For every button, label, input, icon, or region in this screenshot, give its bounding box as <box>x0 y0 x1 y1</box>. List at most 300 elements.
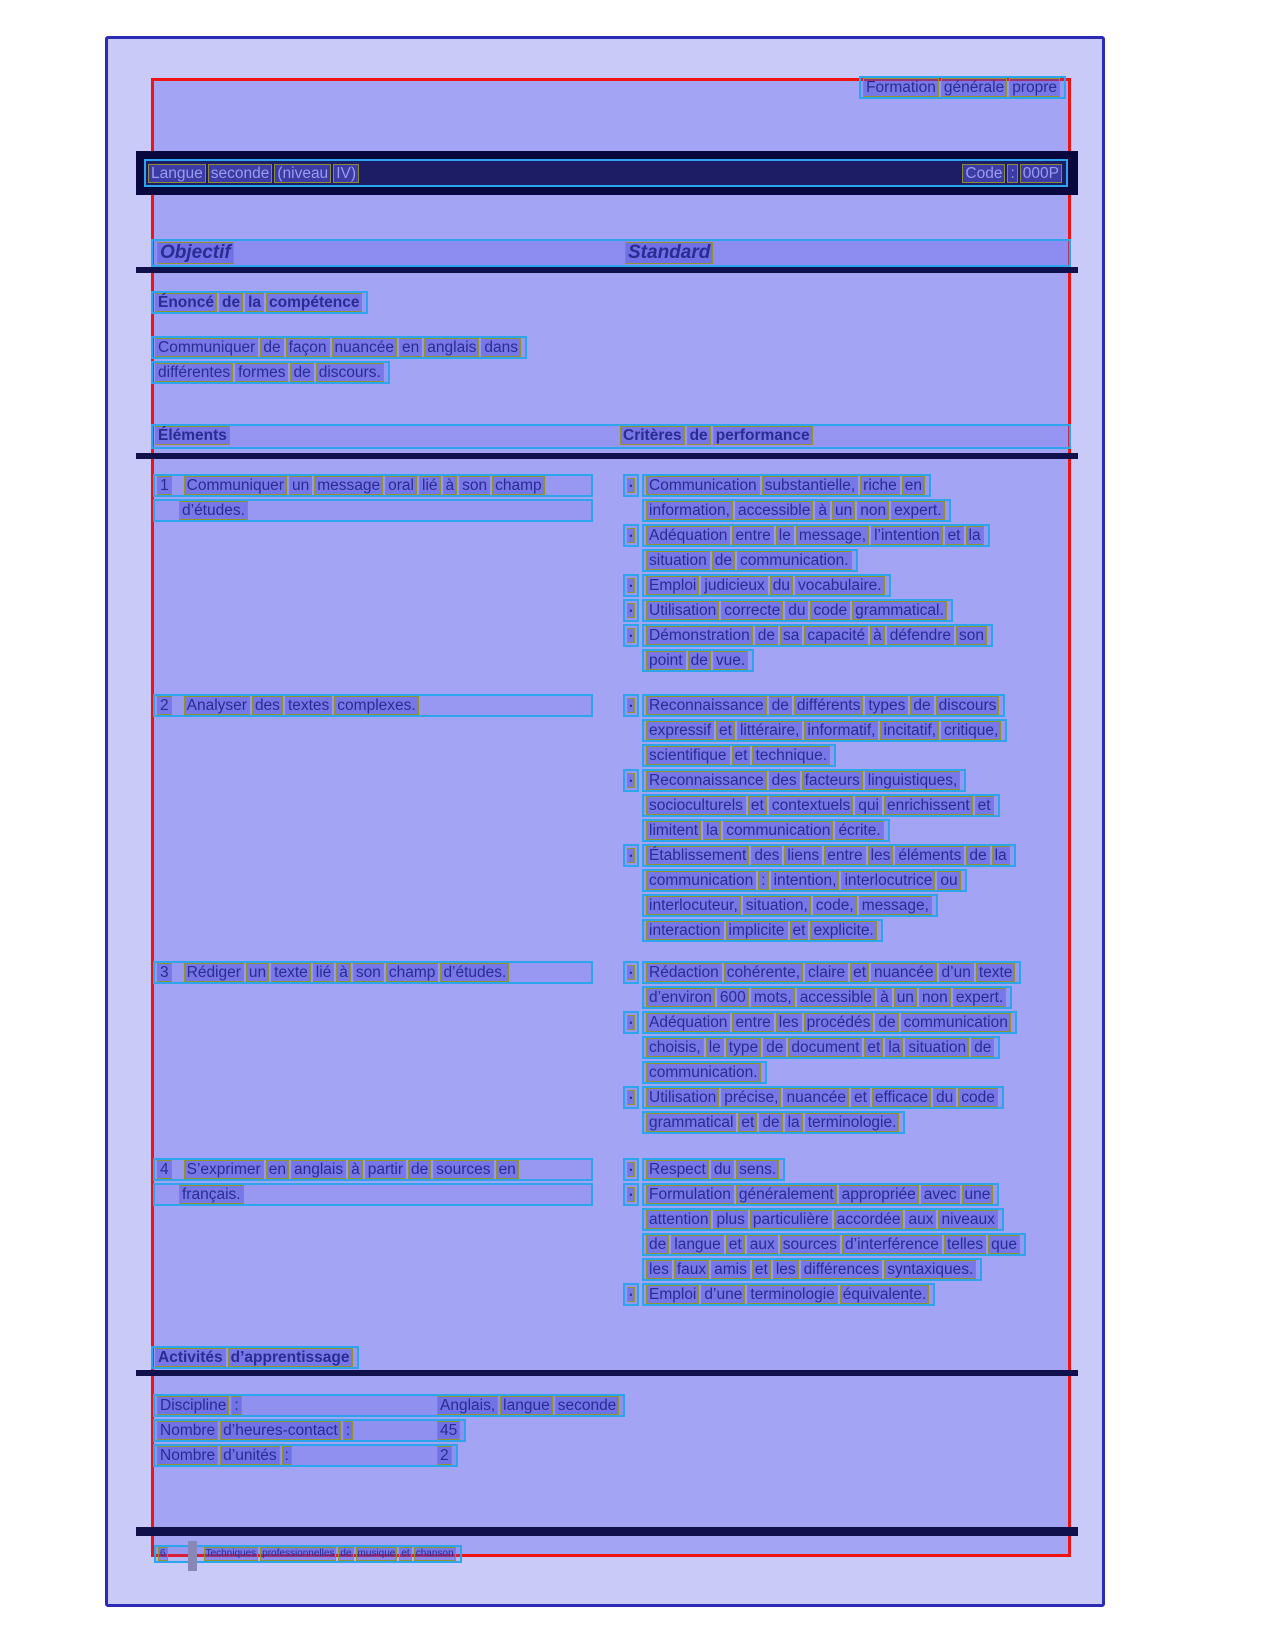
word: langue <box>671 1235 724 1254</box>
info-label <box>157 1396 437 1415</box>
bullet-icon: • <box>627 698 634 713</box>
word: 45 <box>437 1421 460 1440</box>
bullet-marker <box>623 1283 639 1306</box>
word: de <box>971 1038 994 1057</box>
text-line <box>642 744 836 767</box>
word: Utilisation <box>646 601 719 620</box>
word: partir <box>365 1160 406 1179</box>
word: Langue <box>148 164 206 183</box>
info-label <box>157 1421 437 1440</box>
bullet-marker <box>623 524 639 547</box>
text-line <box>642 769 966 792</box>
word: message, <box>796 526 869 545</box>
word: enrichissent <box>884 796 973 815</box>
criteria-bullet <box>623 624 1071 674</box>
info-label <box>157 1446 437 1465</box>
objectif-header <box>157 242 236 264</box>
word: nuancée <box>783 1088 848 1107</box>
text-cursor-artifact <box>188 1541 197 1571</box>
word: critique, <box>941 721 1001 740</box>
criteria-bullet <box>623 574 1071 599</box>
word: Utilisation <box>646 1088 719 1107</box>
element-cell <box>153 961 617 1136</box>
word: linguistiques, <box>865 771 961 790</box>
word: Emploi <box>646 576 699 595</box>
word: plus <box>713 1210 747 1229</box>
word: Respect <box>646 1160 709 1179</box>
word: Formulation <box>646 1185 734 1204</box>
word: expert. <box>953 988 1006 1007</box>
info-value <box>437 1446 454 1465</box>
criteria-cell <box>623 474 1071 674</box>
word: socioculturels <box>646 796 746 815</box>
word: du <box>770 576 793 595</box>
text-line <box>153 499 593 522</box>
word: message <box>314 476 383 495</box>
word: de <box>290 363 313 382</box>
word: nuancée <box>871 963 936 982</box>
word: la <box>703 821 721 840</box>
bullet-lines <box>642 961 1071 1011</box>
criteria-bullet <box>623 769 1071 844</box>
word: S’exprimer <box>184 1160 264 1179</box>
criteres-header <box>620 426 815 445</box>
text-line <box>642 1233 1026 1256</box>
word: vocabulaire. <box>795 576 885 595</box>
word: liens <box>784 846 822 865</box>
word: langue <box>500 1396 553 1415</box>
word: professionnelles <box>262 1548 335 1559</box>
text-line <box>642 694 1005 717</box>
text-line <box>642 1011 1017 1034</box>
bullet-marker <box>623 844 639 867</box>
bullet-icon: • <box>627 603 634 618</box>
word: son <box>353 963 384 982</box>
criteria-bullet <box>623 474 1071 524</box>
word: propre <box>1009 78 1060 97</box>
word: vue. <box>713 651 748 670</box>
word: d’interférence <box>842 1235 942 1254</box>
word: de <box>646 1235 669 1254</box>
word: communication <box>723 821 833 840</box>
word: seconde <box>555 1396 620 1415</box>
text-line <box>642 1036 1000 1059</box>
word: et <box>851 1088 870 1107</box>
word: non <box>857 501 889 520</box>
word: équivalente. <box>840 1285 930 1304</box>
word: Reconnaissance <box>646 696 767 715</box>
word: éléments <box>895 846 964 865</box>
footer-text-line <box>154 1545 462 1563</box>
document-page <box>105 36 1105 1607</box>
page-number: 6 <box>160 1548 166 1559</box>
word: amis <box>711 1260 750 1279</box>
divider-rule <box>136 453 1078 459</box>
word: entre <box>824 846 865 865</box>
word: scientifique <box>646 746 730 765</box>
bullet-lines <box>642 624 1071 674</box>
word: implicite <box>726 921 788 940</box>
word: aux <box>905 1210 936 1229</box>
text-line <box>642 1258 982 1281</box>
word: Énoncé <box>155 293 217 312</box>
word: qui <box>855 796 882 815</box>
word: à <box>443 476 458 495</box>
word: non <box>919 988 951 1007</box>
title-bar <box>136 151 1078 195</box>
word: à <box>815 501 830 520</box>
word: générale <box>941 78 1007 97</box>
criteria-bullet <box>623 1011 1071 1086</box>
word: chanson <box>415 1548 454 1559</box>
bullet-marker <box>623 1158 639 1181</box>
word: français. <box>179 1185 244 1204</box>
bullet-marker <box>623 1086 639 1109</box>
word: de <box>712 551 735 570</box>
text-line <box>151 336 527 359</box>
word: communication <box>646 871 756 890</box>
word: mots, <box>751 988 795 1007</box>
criteria-bullet <box>623 961 1071 1011</box>
bullet-lines <box>642 1011 1071 1086</box>
bullet-marker <box>623 1011 639 1034</box>
word: grammatical <box>646 1113 736 1132</box>
word: cohérente, <box>724 963 803 982</box>
word: d’études. <box>179 501 248 520</box>
text-line <box>642 1061 767 1084</box>
item-number: 3 <box>157 963 172 982</box>
word: efficace <box>872 1088 931 1107</box>
word: littéraire, <box>737 721 802 740</box>
word: : <box>758 871 768 890</box>
word: facteurs <box>802 771 863 790</box>
word: 2 <box>437 1446 452 1465</box>
word: code, <box>813 896 857 915</box>
word: Éléments <box>155 426 230 445</box>
word: sources <box>433 1160 493 1179</box>
word: champ <box>492 476 545 495</box>
word: code <box>810 601 850 620</box>
text-line <box>642 961 1021 984</box>
word: un <box>832 501 855 520</box>
criteria-bullet <box>623 599 1071 624</box>
word: document <box>788 1038 862 1057</box>
word: des <box>769 771 800 790</box>
criteria-cell <box>623 694 1071 944</box>
bullet-marker <box>623 624 639 647</box>
bullet-lines <box>642 474 1071 524</box>
word: un <box>894 988 917 1007</box>
text-line <box>642 499 951 522</box>
word: des <box>252 696 283 715</box>
word: particulière <box>750 1210 832 1229</box>
criteria-bullet <box>623 524 1071 574</box>
bullet-icon: • <box>627 478 634 493</box>
criteria-bullet <box>623 1158 1071 1183</box>
word: une <box>962 1185 994 1204</box>
word: incitatif, <box>880 721 939 740</box>
word: Reconnaissance <box>646 771 767 790</box>
word: aux <box>747 1235 778 1254</box>
word: de <box>755 626 778 645</box>
word: terminologie. <box>805 1113 900 1132</box>
text-line <box>642 1086 1004 1109</box>
word: son <box>956 626 987 645</box>
word: point <box>646 651 686 670</box>
text-line <box>642 869 967 892</box>
word: la <box>785 1113 803 1132</box>
word: de <box>763 1038 786 1057</box>
word: type <box>726 1038 761 1057</box>
word: Objectif <box>157 242 234 264</box>
word: : <box>343 1421 353 1440</box>
word: discours <box>936 696 1000 715</box>
word: interlocuteur, <box>646 896 741 915</box>
word: performance <box>713 426 813 445</box>
standard-header <box>625 242 715 264</box>
word: interaction <box>646 921 724 940</box>
word: à <box>877 988 892 1007</box>
word: différents <box>794 696 863 715</box>
word: la <box>245 293 264 312</box>
criteria-bullet <box>623 1183 1071 1283</box>
word: d’heures-contact <box>220 1421 341 1440</box>
word: un <box>246 963 269 982</box>
bullet-icon: • <box>627 1187 634 1202</box>
word: accordée <box>834 1210 904 1229</box>
word: façon <box>286 338 330 357</box>
word: différentes <box>155 363 233 382</box>
text-line <box>642 649 754 672</box>
word: de <box>260 338 283 357</box>
word: intention, <box>771 871 840 890</box>
word: procédés <box>804 1013 874 1032</box>
word: oral <box>385 476 417 495</box>
word: son <box>459 476 490 495</box>
word: généralement <box>736 1185 837 1204</box>
word: Établissement <box>646 846 749 865</box>
word: texte <box>976 963 1016 982</box>
word: complexes. <box>334 696 418 715</box>
bullet-lines <box>642 1086 1071 1136</box>
word: explicite. <box>810 921 876 940</box>
word: de <box>910 696 933 715</box>
text-line <box>153 1183 593 1206</box>
word: Démonstration <box>646 626 753 645</box>
item-number: 1 <box>157 476 172 495</box>
word: et <box>850 963 869 982</box>
word: syntaxiques. <box>884 1260 976 1279</box>
word: la <box>966 526 984 545</box>
word: sources <box>780 1235 840 1254</box>
bullet-lines <box>642 524 1071 574</box>
word: en <box>399 338 422 357</box>
word: Activités <box>155 1348 226 1367</box>
criteria-bullet <box>623 1086 1071 1136</box>
bullet-lines <box>642 1158 1071 1183</box>
word: ou <box>937 871 960 890</box>
word: accessible <box>735 501 813 520</box>
word: compétence <box>266 293 362 312</box>
word: texte <box>271 963 311 982</box>
word: et <box>790 921 809 940</box>
word: d’études. <box>440 963 509 982</box>
criteria-bullet <box>623 694 1071 769</box>
word: de <box>408 1160 431 1179</box>
word: Critères <box>620 426 685 445</box>
word: de <box>875 1013 898 1032</box>
bullet-lines <box>642 769 1071 844</box>
word: de <box>759 1113 782 1132</box>
word: du <box>711 1160 734 1179</box>
divider-rule <box>136 1527 1078 1536</box>
text-line <box>642 549 858 572</box>
bullet-marker <box>623 599 639 622</box>
word: avec <box>921 1185 960 1204</box>
word: communication. <box>737 551 852 570</box>
word: Emploi <box>646 1285 699 1304</box>
item-number: 4 <box>157 1160 172 1179</box>
bullet-icon: • <box>627 773 634 788</box>
word: contextuels <box>769 796 853 815</box>
text-line <box>642 1111 905 1134</box>
word: formes <box>235 363 288 382</box>
word: Standard <box>625 242 713 264</box>
word: le <box>706 1038 724 1057</box>
word: sens. <box>736 1160 779 1179</box>
bullet-marker <box>623 1183 639 1206</box>
text-line <box>642 574 891 597</box>
word: capacité <box>804 626 868 645</box>
word: des <box>751 846 782 865</box>
word: claire <box>805 963 848 982</box>
word: de <box>687 426 711 445</box>
word: correcte <box>721 601 783 620</box>
bullet-icon: • <box>627 848 634 863</box>
word: Communication <box>646 476 760 495</box>
element-cell <box>153 474 617 674</box>
text-line <box>642 1208 1004 1231</box>
word: : <box>282 1446 292 1465</box>
word: anglais <box>424 338 479 357</box>
divider-rule <box>136 1370 1078 1376</box>
element-row <box>153 694 1071 944</box>
word: écrite. <box>835 821 883 840</box>
criteria-cell <box>623 1158 1071 1308</box>
page-footer <box>154 1545 462 1563</box>
word: interlocutrice <box>841 871 935 890</box>
word: terminologie <box>747 1285 837 1304</box>
word: niveaux <box>938 1210 997 1229</box>
word: de <box>769 696 792 715</box>
word: faux <box>674 1260 709 1279</box>
item-number: 2 <box>157 696 172 715</box>
bullet-lines <box>642 694 1071 769</box>
word: et <box>738 1113 757 1132</box>
element-cell <box>153 694 617 944</box>
element-row <box>153 961 1071 1136</box>
info-row <box>153 1444 458 1467</box>
element-cell <box>153 1158 617 1308</box>
bullet-marker <box>623 474 639 497</box>
text-line <box>153 474 593 497</box>
word: précise, <box>721 1088 781 1107</box>
word: judicieux <box>701 576 767 595</box>
info-row <box>153 1394 625 1417</box>
word: lié <box>313 963 335 982</box>
bullet-icon: • <box>627 1162 634 1177</box>
text-line <box>151 361 390 384</box>
word: les <box>773 1260 799 1279</box>
word: l’intention <box>871 526 943 545</box>
bullet-lines <box>642 599 1071 624</box>
word: de <box>966 846 989 865</box>
word: appropriée <box>839 1185 919 1204</box>
text-line <box>642 1283 935 1306</box>
word: et <box>732 746 751 765</box>
word: Rédiger <box>184 963 244 982</box>
word: et <box>752 1260 771 1279</box>
enonce-title <box>151 291 368 314</box>
word: communication <box>901 1013 1011 1032</box>
bullet-icon: • <box>627 578 634 593</box>
word: de <box>340 1548 352 1559</box>
word: informatif, <box>804 721 878 740</box>
elements-header <box>155 426 232 445</box>
bullet-icon: • <box>627 1015 634 1030</box>
text-line <box>642 599 953 622</box>
word: et <box>401 1548 410 1559</box>
word: communication. <box>646 1063 761 1082</box>
word: Discipline <box>157 1396 229 1415</box>
word: du <box>785 601 808 620</box>
word: champ <box>386 963 439 982</box>
bullet-lines <box>642 574 1071 599</box>
bullet-marker <box>623 694 639 717</box>
word: limitent <box>646 821 701 840</box>
word: (niveau <box>274 164 331 183</box>
word: d’un <box>939 963 974 982</box>
word: IV) <box>333 164 359 183</box>
word: de <box>219 293 243 312</box>
text-line <box>153 694 593 717</box>
objectif-standard-row <box>151 239 1071 267</box>
word: types <box>865 696 908 715</box>
word: lié <box>419 476 441 495</box>
word: : <box>1007 164 1017 183</box>
word: à <box>870 626 885 645</box>
word: d’unités <box>220 1446 279 1465</box>
word: dans <box>481 338 521 357</box>
info-value <box>437 1421 462 1440</box>
text-line <box>642 819 890 842</box>
word: et <box>945 526 964 545</box>
info-rows <box>153 1394 625 1469</box>
word: Nombre <box>157 1446 218 1465</box>
word: différences <box>801 1260 883 1279</box>
text-line <box>153 961 593 984</box>
word: entre <box>732 526 773 545</box>
word: en <box>496 1160 519 1179</box>
bullet-lines <box>642 1283 1071 1308</box>
word: nuancée <box>332 338 397 357</box>
element-row <box>153 1158 1071 1308</box>
bullet-marker <box>623 574 639 597</box>
word: Anglais, <box>437 1396 498 1415</box>
text-line <box>642 986 1012 1009</box>
info-value <box>437 1396 621 1415</box>
word: de <box>688 651 711 670</box>
